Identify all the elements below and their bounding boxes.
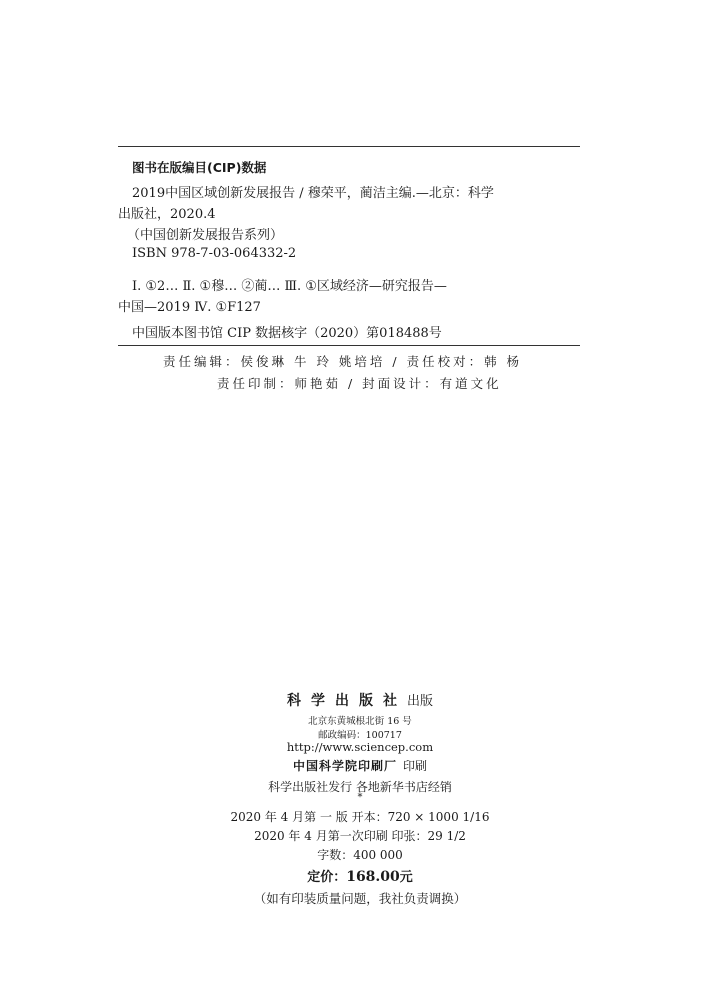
printer-line — [0, 757, 720, 774]
distribution-line: 科学出版社发行 各地新华书店经销 — [268, 780, 452, 794]
edition-word-count: 字数：400 000 — [317, 848, 403, 862]
printer-name: 中国科学院印刷厂 — [292, 759, 397, 773]
quality-notice: （如有印装质量问题，我社负责调换） — [253, 891, 467, 906]
edition-line-2: 2020 年 4 月第一次印刷 印张：29 1/2 — [254, 829, 466, 843]
edition-line-1: 2020 年 4 月第 一 版 开本：720 × 1000 1/16 — [230, 810, 490, 824]
separator-star: * — [357, 792, 363, 803]
price-label: 定价： — [307, 870, 347, 885]
cip-top-rule — [118, 146, 580, 147]
publisher-address: 北京东黄城根北街 16 号 — [308, 716, 412, 727]
cip-title: 图书在版编目(CIP)数据 — [132, 160, 267, 175]
cip-line-1: 2019中国区域创新发展报告 / 穆荣平，蔺洁主编.—北京：科学 — [132, 186, 494, 201]
credits-line-1: 责任编辑：侯俊琳 牛 玲 姚培培 / 责任校对：韩 杨 — [163, 354, 523, 369]
price-amount: 168.00 — [346, 869, 400, 885]
price-line — [0, 866, 720, 885]
cip-line-5: Ⅰ. ①2… Ⅱ. ①穆… ②蔺… Ⅲ. ①区域经济—研究报告— — [132, 279, 447, 294]
cip-isbn: ISBN 978-7-03-064332-2 — [132, 246, 297, 261]
publisher-suffix: 出版 — [406, 694, 433, 709]
publisher-postcode: 邮政编码：100717 — [318, 730, 402, 741]
cip-bottom-rule — [118, 345, 580, 346]
publisher-website: http://www.sciencep.com — [286, 740, 434, 754]
price-unit: 元 — [399, 870, 413, 885]
cip-line-3: （中国创新发展报告系列） — [127, 228, 284, 243]
publisher-name: 科学出版社 — [286, 693, 407, 709]
cip-line-6: 中国—2019 Ⅳ. ①F127 — [118, 300, 261, 315]
cip-line-2: 出版社，2020.4 — [118, 207, 216, 222]
cip-record-number: 中国版本图书馆 CIP 数据核字（2020）第018488号 — [132, 326, 442, 341]
credits-line-2: 责任印制：师艳茹 / 封面设计：有道文化 — [217, 376, 502, 391]
publisher-line — [0, 690, 720, 710]
printer-suffix: 印刷 — [403, 759, 428, 773]
